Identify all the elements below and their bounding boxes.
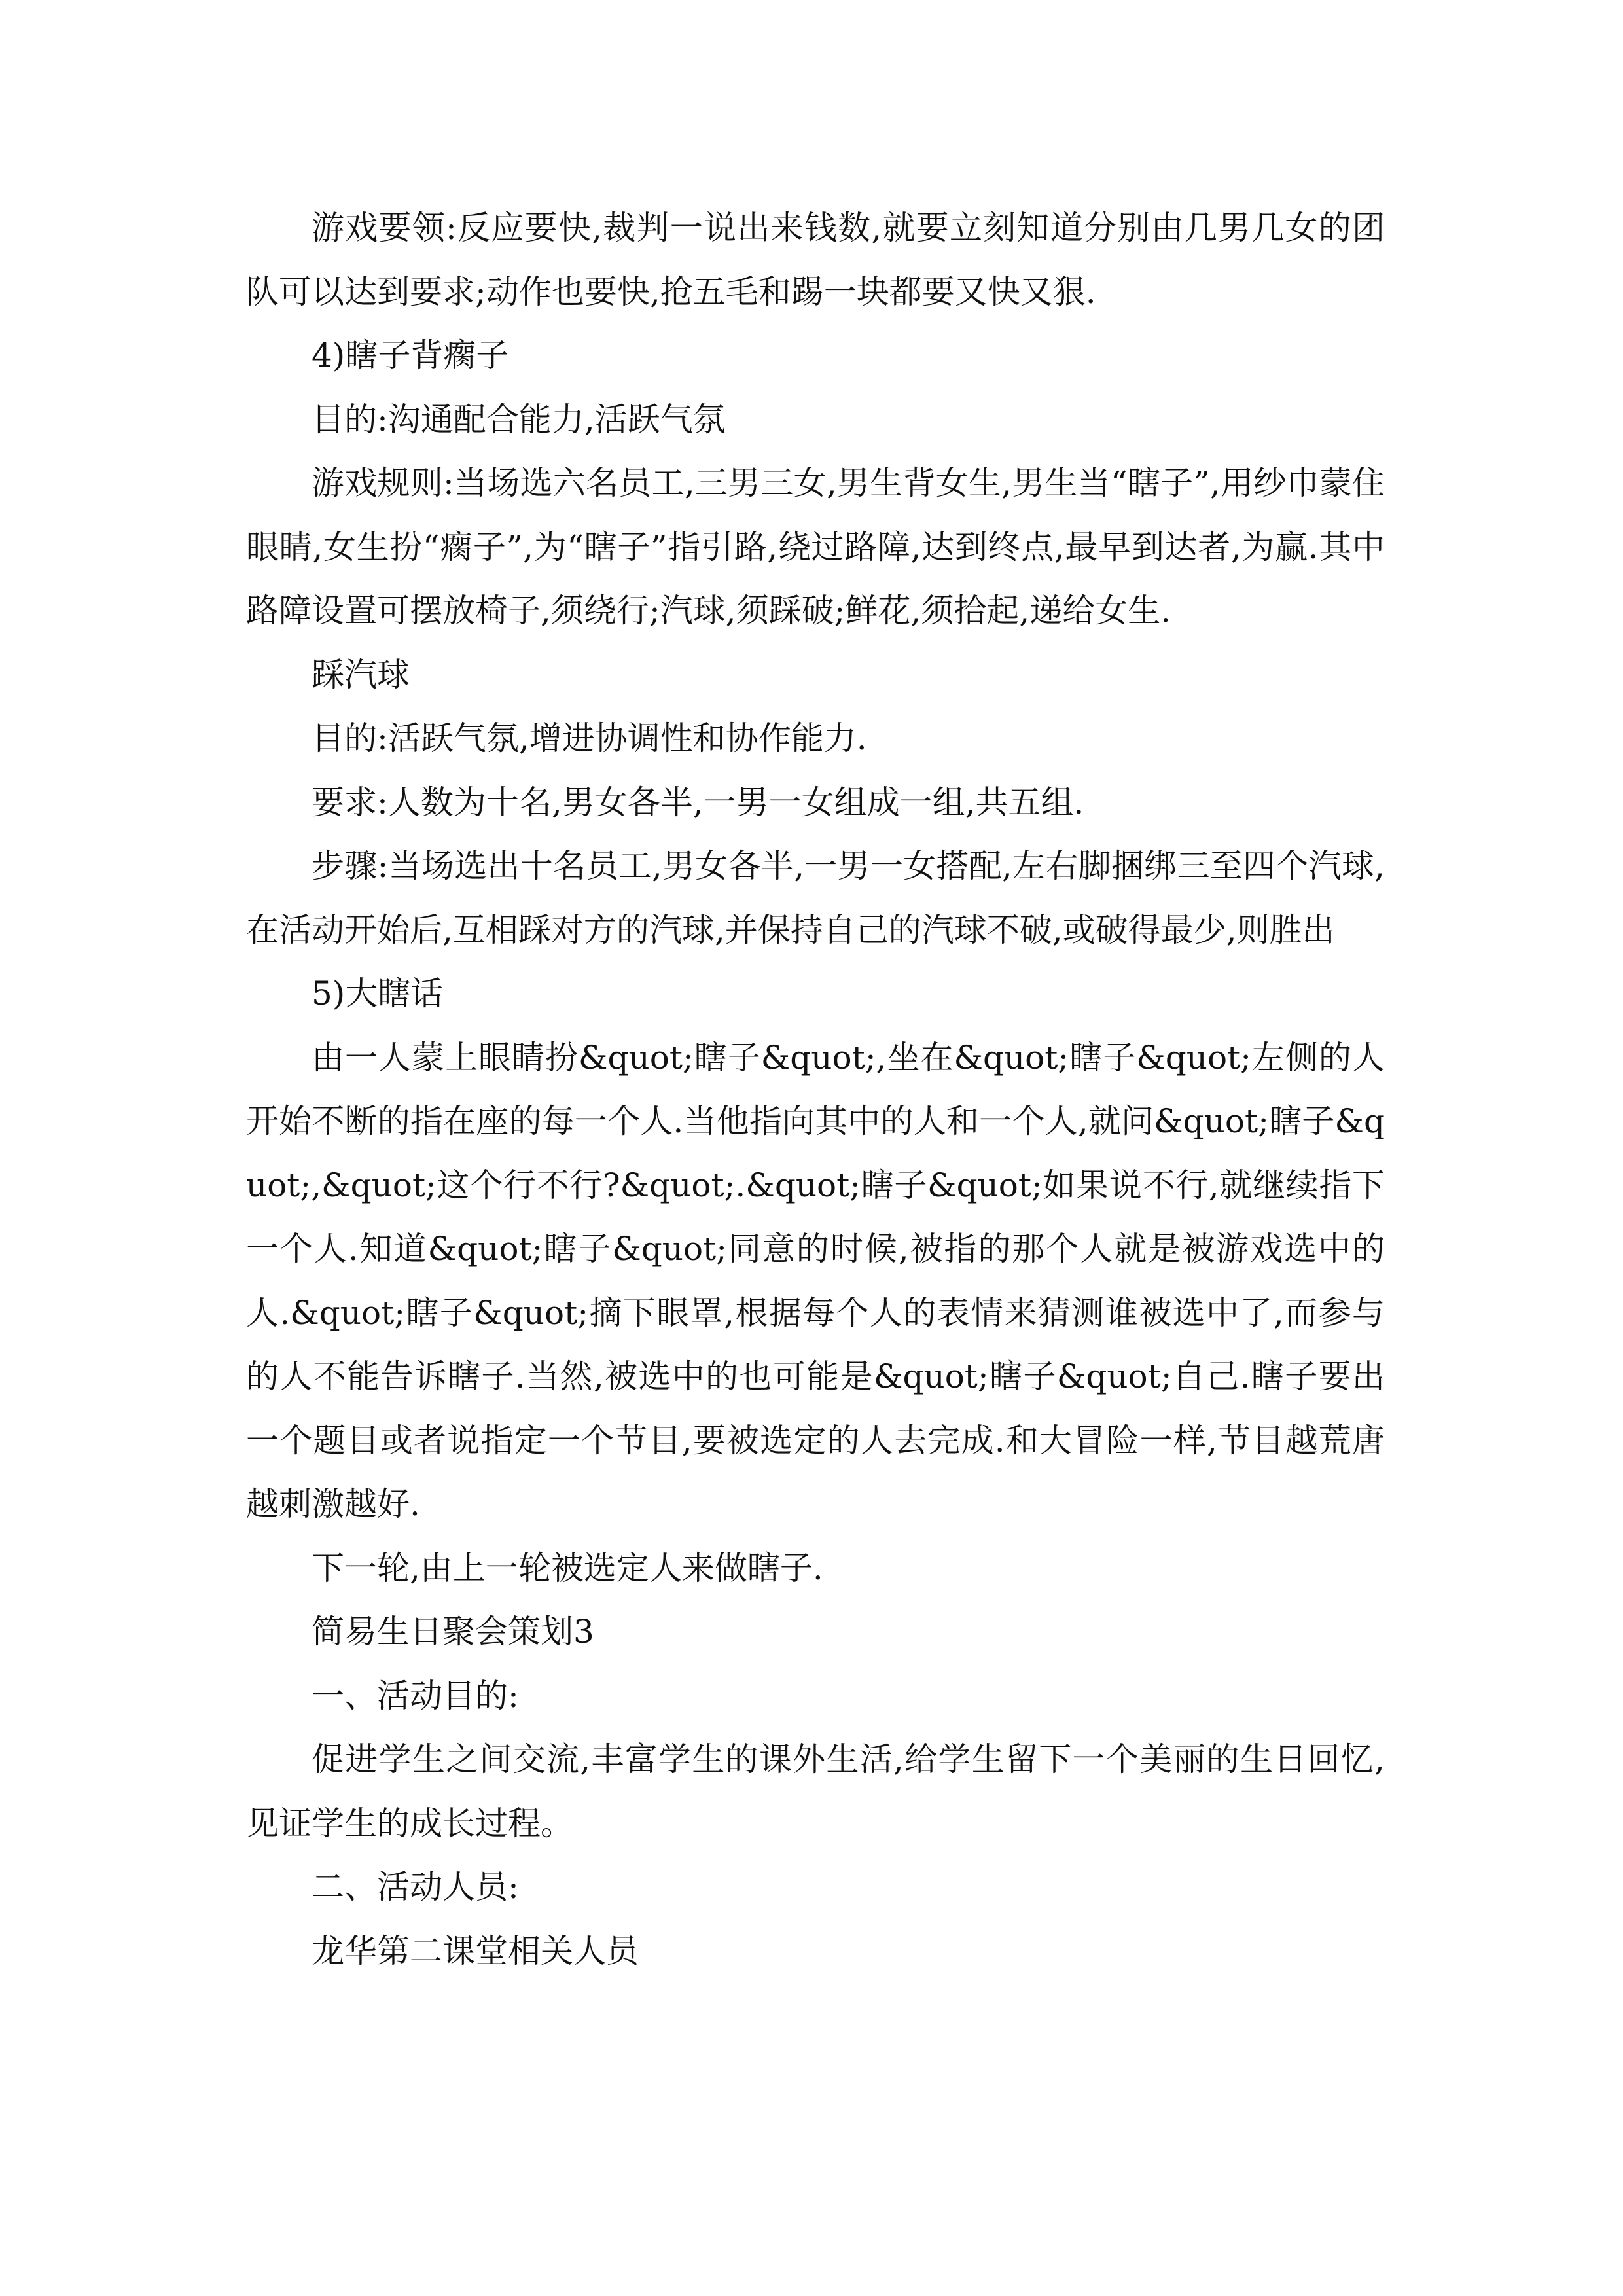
paragraph-purpose-coordination: 目的:活跃气氛,增进协调性和协作能力. xyxy=(312,719,867,757)
paragraph-blind-talk-rules: 由一人蒙上眼睛扮&quot;瞎子&quot;,坐在&quot;瞎子&quot;左侧的人开始不断的指在座的每一个人.当他指向其中的人和一个人,就问&quot;瞎子&quot;,&quot;这个行不行?&quot;.&quot;瞎子&quot;如果说不行,就继续指下一个人.知道&quot;瞎子&quot;同意的时候,被指的那个人就是被游戏选中的人.&quot;瞎子&quot;摘下眼罩,根据每个人的表情来猜测谁被选中了,而参与的人不能告诉瞎子.当然,被选中的也可能是&quot;瞎子&quot;自己.瞎子要出一个题目或者说指定一个节目,要被选定的人去完成.和大冒险一样,节目越荒唐越刺激越好. xyxy=(246,1038,1385,1523)
heading-big-blind-talk: 5)大瞎话 xyxy=(312,975,444,1013)
paragraph-game-tips: 游戏要领:反应要快,裁判一说出来钱数,就要立刻知道分别由几男几女的团队可以达到要求;动作也要快,抢五毛和踢一块都要又快又狠. xyxy=(246,209,1385,311)
paragraph-purpose-communication: 目的:沟通配合能力,活跃气氛 xyxy=(312,400,726,439)
paragraph-requirements: 要求:人数为十名,男女各半,一男一女组成一组,共五组. xyxy=(312,783,1084,821)
paragraph-game-rules: 游戏规则:当场选六名员工,三男三女,男生背女生,男生当“瞎子”,用纱巾蒙住眼睛,女生扮“瘸子”,为“瞎子”指引路,绕过路障,达到终点,最早到达者,为赢.其中路障设置可摆放椅子,须绕行;汽球,须踩破;鲜花,须拾起,递给女生. xyxy=(246,464,1385,630)
heading-balloon-stomp: 踩汽球 xyxy=(312,655,410,694)
paragraph-activity-purpose: 促进学生之间交流,丰富学生的课外生活,给学生留下一个美丽的生日回忆,见证学生的成长过程。 xyxy=(246,1740,1385,1842)
heading-activity-people: 二、活动人员: xyxy=(312,1868,519,1906)
heading-blind-carries-lame: 4)瞎子背瘸子 xyxy=(312,336,509,374)
heading-activity-purpose: 一、活动目的: xyxy=(312,1676,519,1715)
paragraph-steps: 步骤:当场选出十名员工,男女各半,一男一女搭配,左右脚捆绑三至四个汽球,在活动开始后,互相踩对方的汽球,并保持自己的汽球不破,或破得最少,则胜出 xyxy=(246,847,1385,949)
document-body xyxy=(246,196,1385,1983)
paragraph-activity-people: 龙华第二课堂相关人员 xyxy=(312,1931,639,1970)
paragraph-next-round: 下一轮,由上一轮被选定人来做瞎子. xyxy=(312,1549,823,1587)
heading-birthday-plan-3: 简易生日聚会策划3 xyxy=(312,1613,594,1651)
